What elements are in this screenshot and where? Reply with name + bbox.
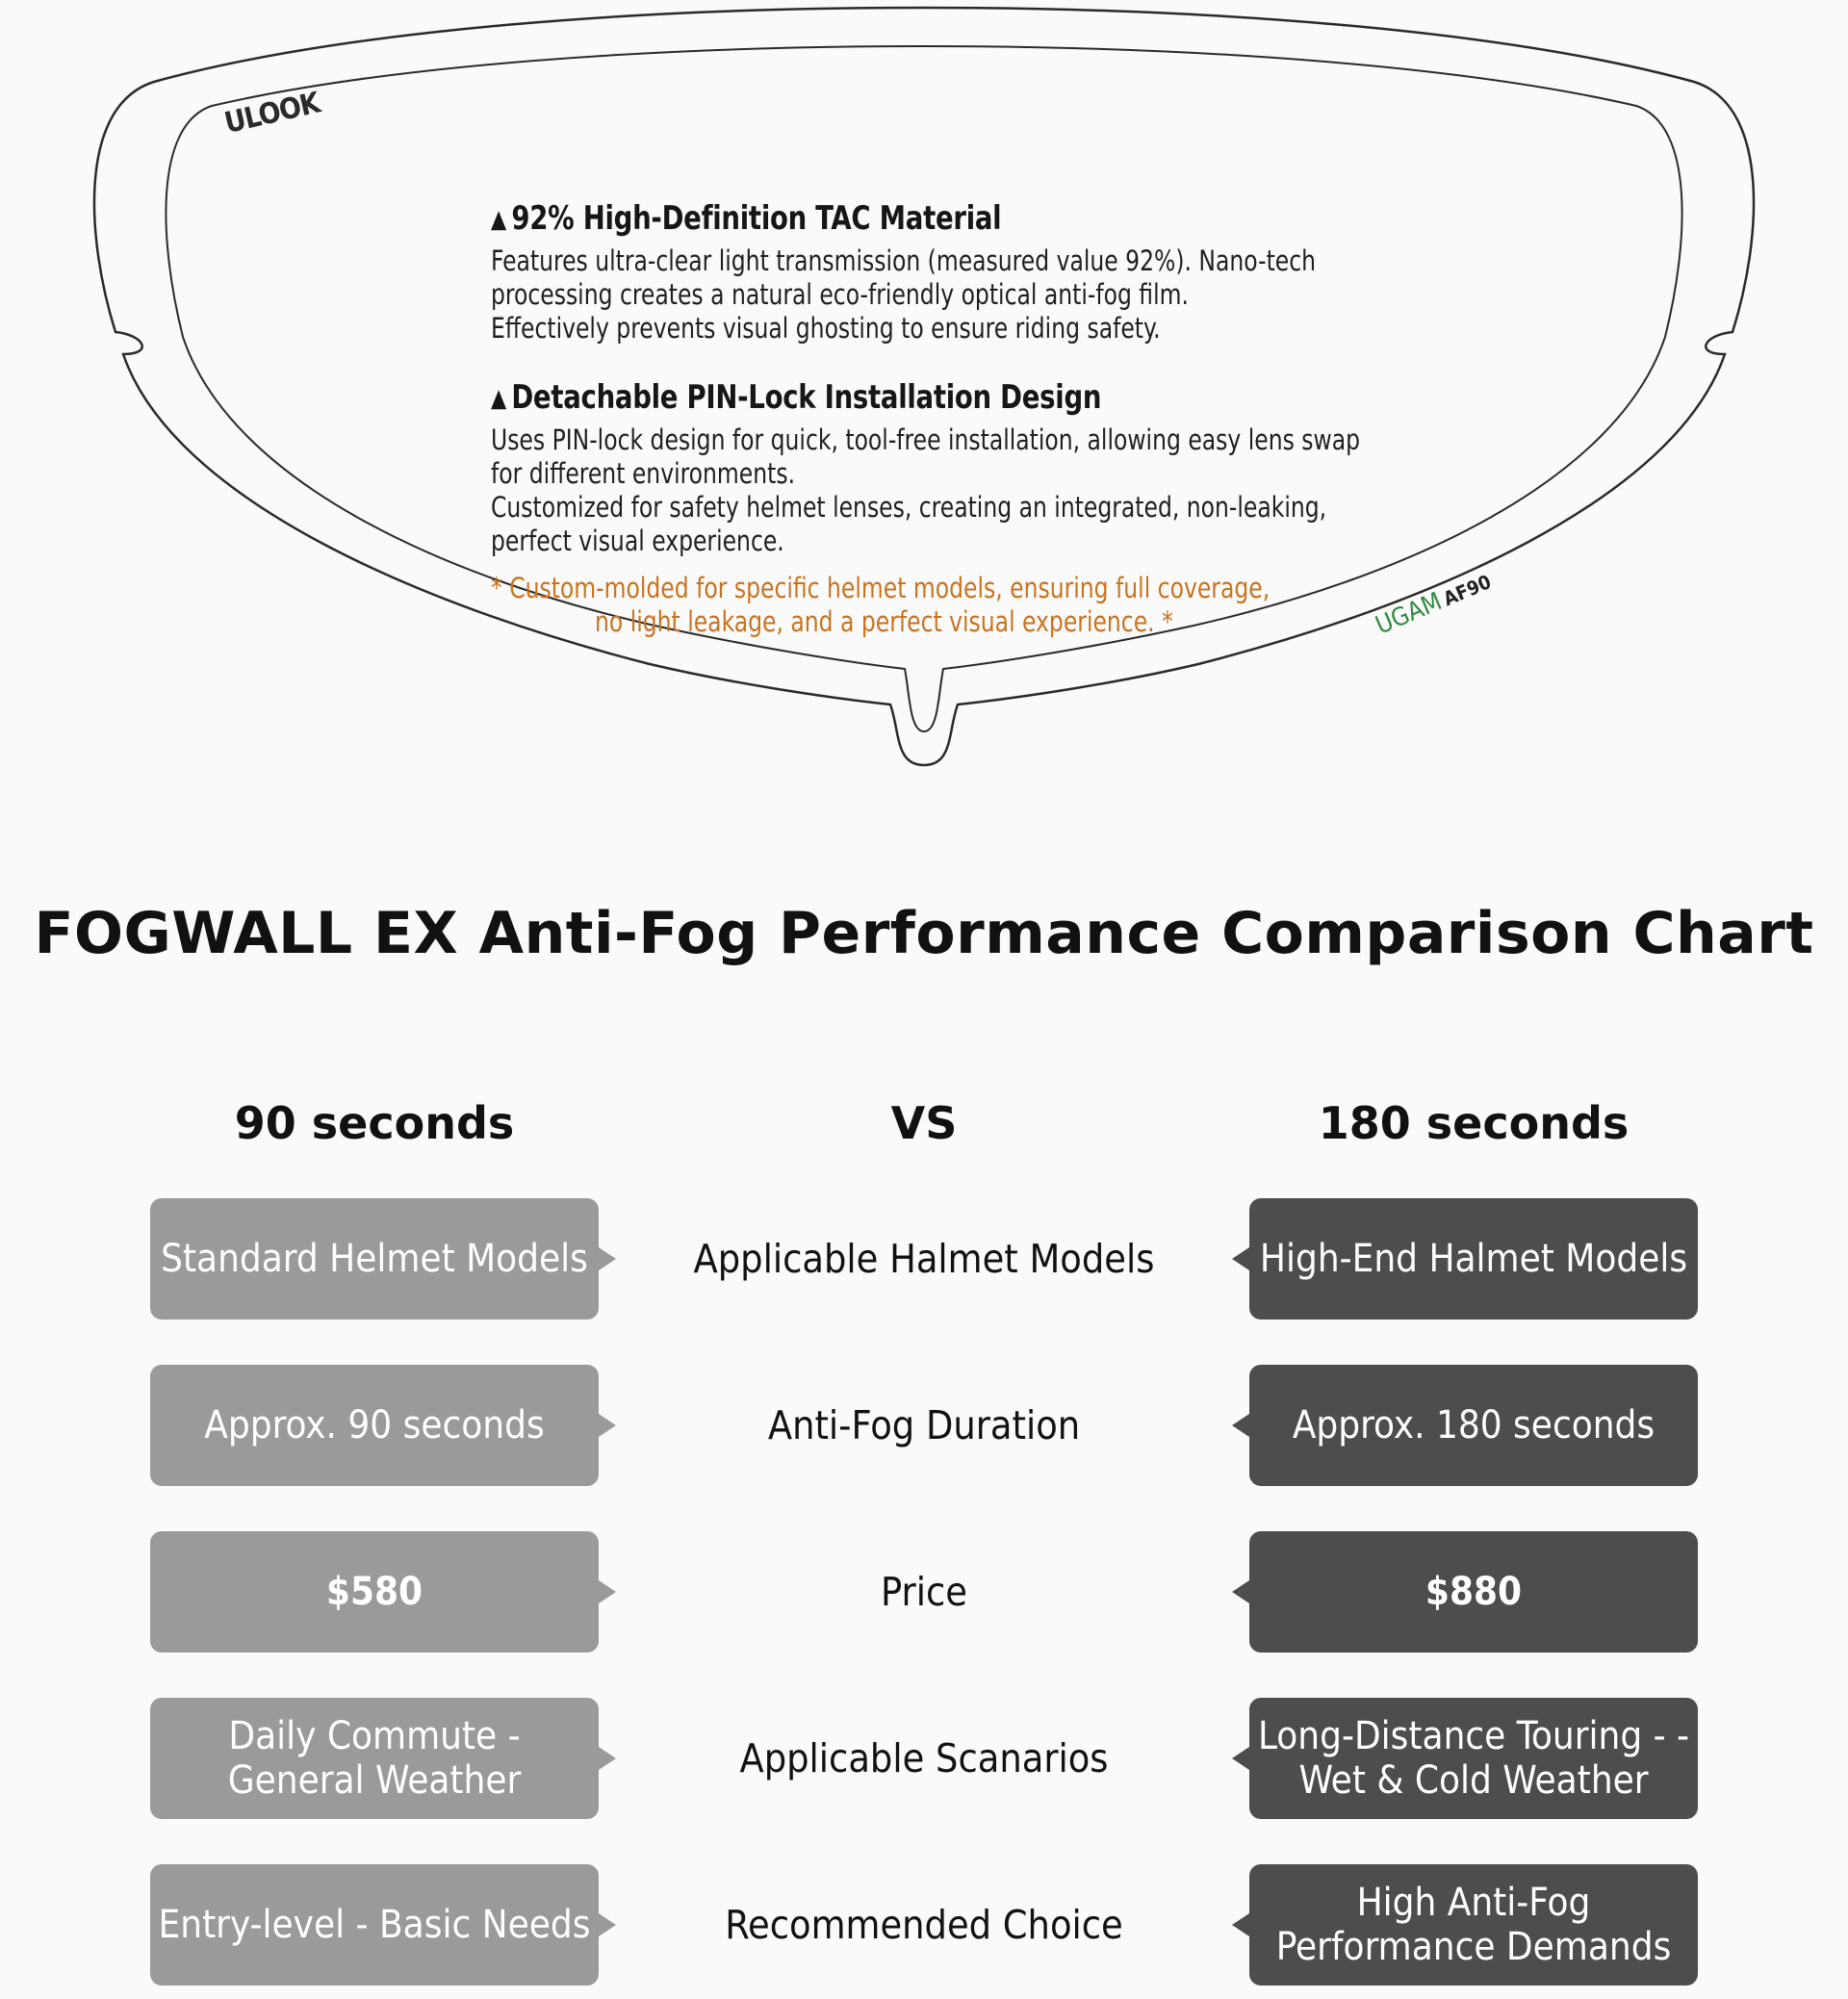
note-line: no light leakage, and a perfect visual experience. * xyxy=(595,605,1173,638)
row-label: Recommended Choice xyxy=(725,1902,1123,1948)
lens-feature-text xyxy=(491,197,1521,639)
feature-1-description xyxy=(491,244,1521,346)
feature-line: Features ultra-clear light transmission (measured value 92%). Nano-tech xyxy=(491,244,1317,277)
triangle-icon: ▲ xyxy=(491,205,506,234)
right-column-header: 180 seconds xyxy=(1318,1097,1630,1149)
row-label: Anti-Fog Duration xyxy=(767,1402,1081,1448)
model-code: AF90 xyxy=(1440,570,1495,611)
feature-line: Uses PIN-lock design for quick, tool-free installation, allowing easy lens swap xyxy=(491,423,1361,456)
feature-line: Effectively prevents visual ghosting to ensure riding safety. xyxy=(491,312,1161,345)
left-column-header: 90 seconds xyxy=(234,1097,515,1149)
left-value-box: Standard Helmet Models xyxy=(150,1198,599,1320)
left-value-box: Daily Commute - General Weather xyxy=(150,1698,599,1819)
row-label: Applicable Halmet Models xyxy=(693,1236,1155,1282)
comparison-row xyxy=(0,1365,1848,1486)
feature-2-description xyxy=(491,423,1521,558)
right-value-box: $880 xyxy=(1249,1531,1698,1653)
brand-logo: ULOOK xyxy=(221,86,323,141)
right-value-box: Long-Distance Touring - - Wet & Cold Weather xyxy=(1249,1698,1698,1819)
triangle-icon: ▲ xyxy=(491,384,506,413)
comparison-row xyxy=(0,1864,1848,1986)
row-label: Applicable Scanarios xyxy=(739,1735,1109,1781)
feature-2 xyxy=(491,376,1521,558)
left-value-box: Approx. 90 seconds xyxy=(150,1365,599,1486)
note-line: * Custom-molded for specific helmet models, ensuring full coverage, xyxy=(491,572,1270,604)
left-value-box: $580 xyxy=(150,1531,599,1653)
feature-line: processing creates a natural eco-friendly optical anti-fog film. xyxy=(491,278,1189,311)
feature-2-title: ▲ Detachable PIN-Lock Installation Design xyxy=(491,378,1102,417)
vs-label: VS xyxy=(890,1097,958,1149)
custom-fit-note xyxy=(491,572,1521,639)
feature-line: for different environments. xyxy=(491,457,796,490)
right-value-box: High Anti-Fog Performance Demands xyxy=(1249,1864,1698,1986)
feature-1-title: ▲ 92% High-Definition TAC Material xyxy=(491,199,1002,238)
right-value-box: High-End Halmet Models xyxy=(1249,1198,1698,1320)
right-value-box: Approx. 180 seconds xyxy=(1249,1365,1698,1486)
feature-line: Customized for safety helmet lenses, creating an integrated, non-leaking, xyxy=(491,491,1327,524)
row-label: Price xyxy=(881,1569,967,1615)
comparison-row xyxy=(0,1198,1848,1320)
chart-title: FOGWALL EX Anti-Fog Performance Comparison Chart xyxy=(34,900,1814,967)
left-value-box: Entry-level - Basic Needs xyxy=(150,1864,599,1986)
feature-1 xyxy=(491,197,1521,346)
comparison-row xyxy=(0,1698,1848,1819)
model-brand: UGAM xyxy=(1372,587,1447,641)
feature-line: perfect visual experience. xyxy=(491,525,784,557)
comparison-row xyxy=(0,1531,1848,1653)
